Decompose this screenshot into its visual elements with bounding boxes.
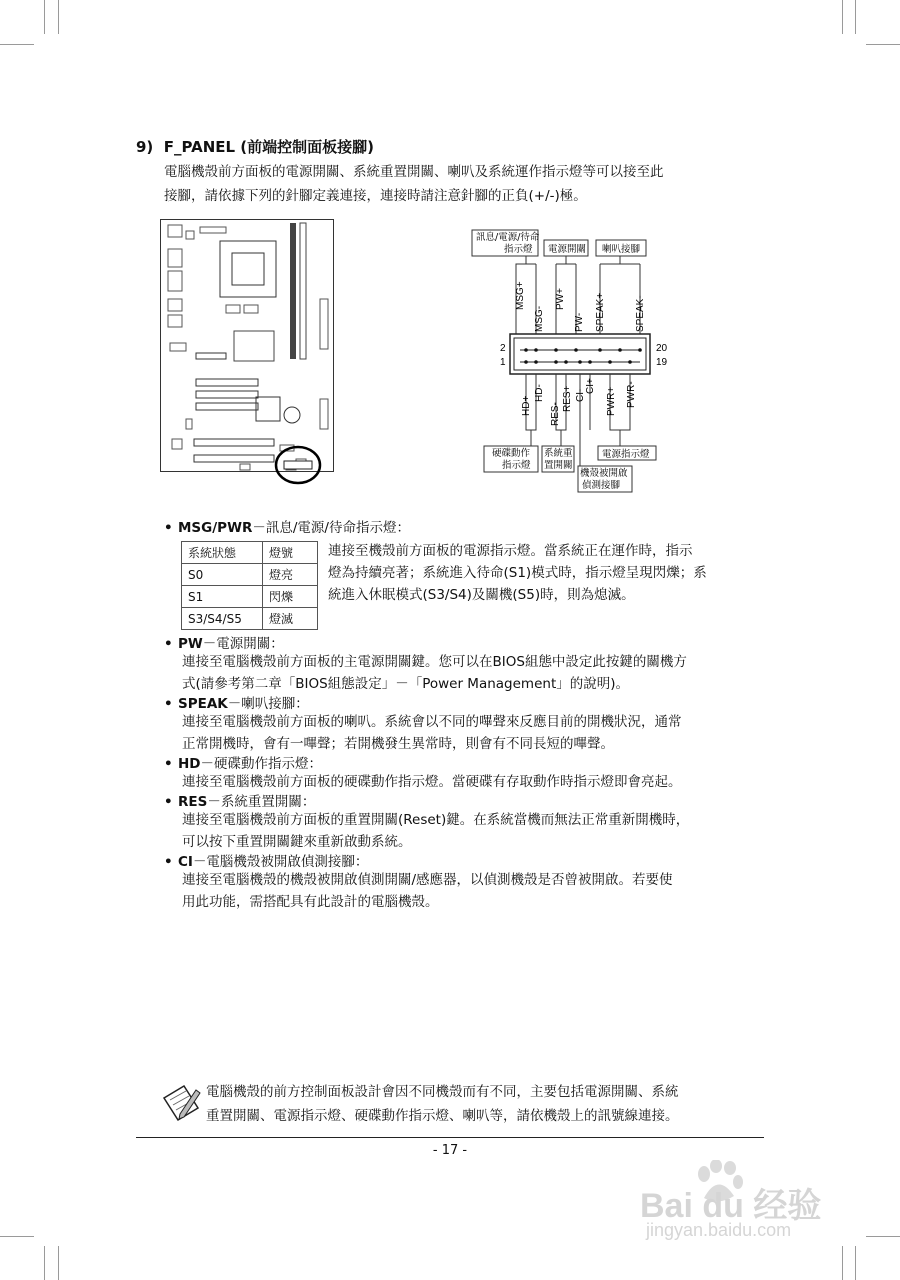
table-row [182,586,318,608]
body-line: 用此功能，需搭配具有此設計的電腦機殼。 [182,894,439,910]
fpanel-pin-diagram [468,226,694,496]
bullet-term: CI [178,854,193,870]
bullet-res [164,790,315,810]
bullet-dot: • [164,696,173,712]
pin-res-minus: RES- [550,402,561,426]
bullet-term: MSG/PWR [178,520,253,536]
bullet-term: RES [178,794,208,810]
table-cell: S3/S4/S5 [182,608,263,630]
table-cell: 燈滅 [263,608,318,630]
bullet-ci [164,850,368,870]
note-pencil-icon [160,1082,202,1122]
table-cell: S0 [182,564,263,586]
speak-group-label: 喇叭接腳 [602,244,641,255]
bullet-term: HD [178,756,201,772]
bullet-desc: －訊息/電源/待命指示燈： [252,520,410,536]
led-status-table [181,541,318,630]
bullet-desc: －硬碟動作指示燈： [200,756,323,772]
body-line: 連接至電腦機殼前方面板的主電源開關鍵。您可以在BIOS組態中設定此按鍵的關機方 [182,654,687,670]
bullet-dot: • [164,794,173,810]
body-line: 連接至電腦機殼前方面板的硬碟動作指示燈。當硬碟有存取動作時指示燈即會亮起。 [182,774,682,790]
table-cell: 閃爍 [263,586,318,608]
intro-line-1: 電腦機殼前方面板的電源開關、系統重置開關、喇叭及系統運作指示燈等可以接至此 [164,164,664,180]
msgpwr-line-2: 燈為持續亮著；系統進入待命(S1)模式時，指示燈呈現閃爍；系 [328,565,707,581]
pwr-group-label: 電源指示燈 [602,449,650,460]
res-group-label-1: 系統重 [544,448,573,459]
section-heading: 9) F_PANEL (前端控制面板接腳) [136,138,375,156]
bullet-msgpwr [164,516,410,536]
fpanel-header [510,334,650,374]
note-text [206,1080,776,1128]
ci-group-label-2: 偵測接腳 [582,480,621,491]
pin-pw-minus: PW- [574,312,585,332]
pin-number-2: 2 [500,343,506,354]
table-row [182,564,318,586]
hd-group-label-2: 指示燈 [502,460,531,471]
pin-hd-plus: HD+ [521,395,532,416]
bullet-hd [164,752,322,772]
bullet-dot: • [164,854,173,870]
table-header-row [182,542,318,564]
res-description [182,809,766,853]
body-line: 連接至電腦機殼前方面板的重置開關(Reset)鍵。在系統當機而無法正常重新開機時， [182,812,690,828]
bullet-desc: －系統重置開關： [207,794,316,810]
msgpwr-line-3: 統進入休眠模式(S3/S4)及關機(S5)時，則為熄滅。 [328,587,635,603]
pw-description [182,651,766,695]
page-number: - 17 - [432,1143,468,1158]
pin-speak-minus: SPEAK- [635,295,646,332]
bullet-term: PW [178,636,203,652]
bullet-dot: • [164,520,173,536]
pin-number-19: 19 [656,357,668,368]
msg-group-label-1: 訊息/電源/待命 [476,232,540,243]
body-line: 式(請參考第二章「BIOS組態設定」－「Power Management」的說明)。 [182,676,630,692]
pin-ci-minus: CI- [575,388,586,402]
table-row [182,608,318,630]
msgpwr-description [328,540,768,606]
note-line-1: 電腦機殼的前方控制面板設計會因不同機殼而有不同，主要包括電源開關、系統 [206,1084,679,1100]
msgpwr-line-1: 連接至機殼前方面板的電源指示燈。當系統正在運作時，指示 [328,543,693,559]
pin-msg-minus: MSG- [534,305,545,332]
speak-description [182,711,766,755]
ci-description [182,869,766,913]
body-line: 正常開機時，會有一嗶聲；若開機發生異常時，則會有不同長短的嗶聲。 [182,736,614,752]
msg-group-label-2: 指示燈 [504,244,533,255]
res-group-label-2: 置開關 [544,460,573,471]
bullet-speak [164,692,309,712]
table-header: 系統狀態 [182,542,263,564]
body-line: 連接至電腦機殼的機殼被開啟偵測開關/感應器，以偵測機殼是否曾被開啟。若要使 [182,872,673,888]
bullet-desc: －電源開關： [202,636,284,652]
pin-hd-minus: HD- [534,384,545,402]
body-line: 可以按下重置開關鍵來重新啟動系統。 [182,834,412,850]
bullet-desc: －喇叭接腳： [227,696,309,712]
bullet-term: SPEAK [178,696,228,712]
footer-rule [136,1137,764,1138]
bullet-pw [164,632,284,652]
pw-group-label: 電源開關 [548,244,587,255]
pin-pw-plus: PW+ [555,288,566,310]
pin-pwr-plus: PWR+ [606,386,617,416]
pin-ci-plus: CI+ [585,378,596,394]
bullet-dot: • [164,756,173,772]
watermark-url: jingyan.baidu.com [646,1220,792,1240]
bullet-desc: －電腦機殼被開啟偵測接腳： [192,854,369,870]
motherboard-illustration [160,219,340,491]
pin-msg-plus: MSG+ [515,281,526,310]
note-line-2: 重置開關、電源指示燈、硬碟動作指示燈、喇叭等，請依機殼上的訊號線連接。 [206,1108,679,1124]
pin-speak-plus: SPEAK+ [595,292,606,332]
pin-number-20: 20 [656,343,668,354]
table-cell: S1 [182,586,263,608]
pin-pwr-minus: PWR- [626,381,637,408]
table-cell: 燈亮 [263,564,318,586]
intro-line-2: 接腳，請依據下列的針腳定義連接，連接時請注意針腳的正負(+/-)極。 [164,188,587,204]
pin-number-1: 1 [500,357,506,368]
body-line: 連接至電腦機殼前方面板的喇叭。系統會以不同的嗶聲來反應目前的開機狀況，通常 [182,714,682,730]
ci-group-label-1: 機殼被開啟 [580,468,628,479]
baidu-watermark [640,1160,850,1244]
pin-res-plus: RES+ [562,385,573,412]
hd-group-label-1: 硬碟動作 [492,448,531,459]
watermark-brand: Bai du 经验 [640,1187,822,1225]
bullet-dot: • [164,636,173,652]
table-header: 燈號 [263,542,318,564]
